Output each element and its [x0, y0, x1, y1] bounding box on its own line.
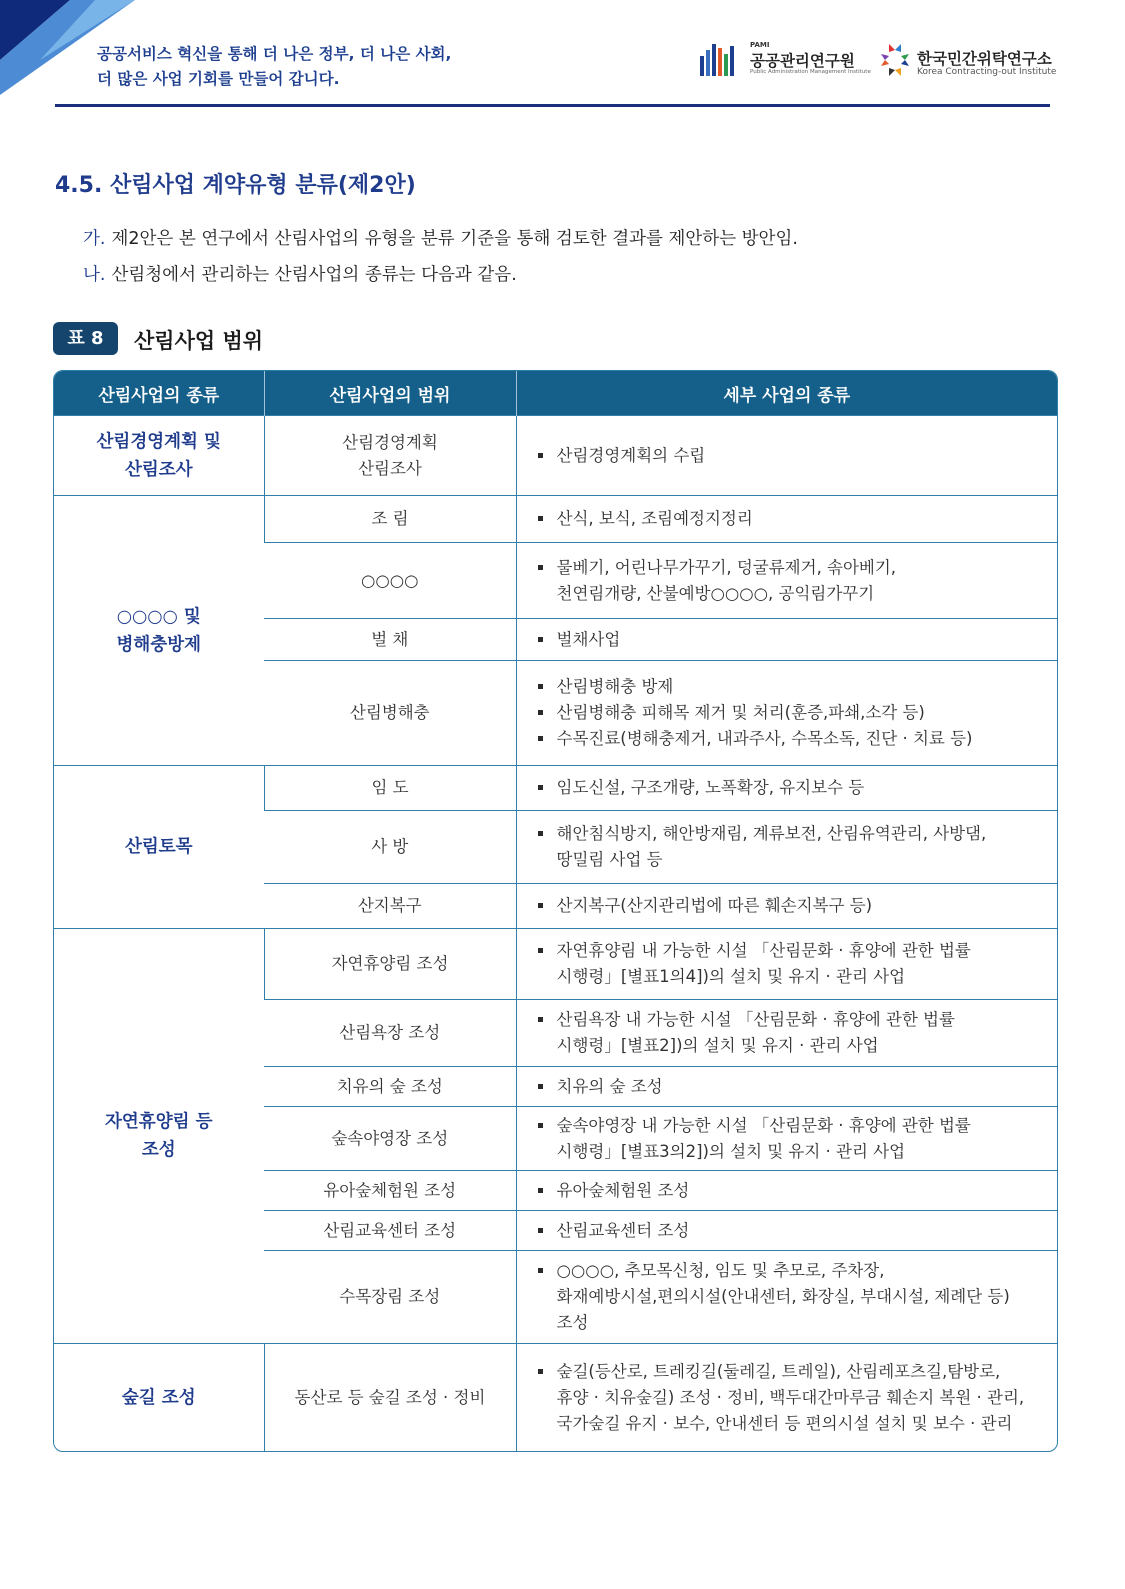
- detail-line: 산림욕장 내 가능한 시설 「산림문화 · 휴양에 관한 법률: [556, 1010, 955, 1029]
- detail-bullet-item: [535, 1074, 1048, 1100]
- scope-line: 조 림: [371, 509, 409, 528]
- detail-bullet-item: [535, 775, 1048, 801]
- category-line: ○○○○ 및: [116, 606, 201, 627]
- detail-line: 산식, 보식, 조림예정지정리: [556, 509, 753, 528]
- detail-bullet-item: [535, 1359, 1048, 1437]
- detail-bullet-item: [535, 555, 1048, 607]
- details-cell: [516, 661, 1057, 766]
- category-line: 산림토목: [124, 837, 193, 857]
- detail-line: 산림병해충 피해목 제거 및 처리(훈증,파쇄,소각 등): [556, 703, 925, 722]
- detail-line: 땅밀림 사업 등: [556, 850, 663, 869]
- detail-line: 시행령」[별표1의4])의 설치 및 유지 · 관리 사업: [556, 967, 906, 986]
- paragraph-marker: 가.: [83, 229, 106, 249]
- scope-cell: [264, 416, 516, 496]
- detail-line: 천연림개량, 산불예방○○○○, 공익림가꾸기: [556, 583, 875, 603]
- category-line: 산림조사: [124, 459, 193, 480]
- header-details: 세부 사업의 종류: [516, 371, 1057, 416]
- scope-line: 치유의 숲 조성: [336, 1076, 443, 1096]
- detail-line: 시행령」[별표3의2])의 설치 및 유지 · 관리 사업: [556, 1141, 906, 1161]
- scope-cell: [264, 1171, 516, 1211]
- pami-bars-icon: [700, 44, 740, 76]
- category-cell: [54, 1344, 264, 1452]
- detail-line: 자연휴양림 내 가능한 시설 「산림문화 · 휴양에 관한 법률: [556, 941, 971, 960]
- detail-line: 시행령」[별표2])의 설치 및 유지 · 관리 사업: [556, 1036, 879, 1055]
- details-cell: [516, 929, 1057, 1000]
- forest-project-table: [53, 370, 1058, 1452]
- scope-line: 산림조사: [358, 458, 422, 478]
- scope-line: 산림경영계획: [342, 432, 438, 452]
- scope-line: 벌 채: [371, 629, 409, 649]
- table-row: [54, 1344, 1057, 1452]
- scope-line: 숲속야영장 조성: [331, 1128, 449, 1148]
- pami-acronym: PAMI: [750, 41, 770, 49]
- detail-bullet-item: [535, 1178, 1048, 1204]
- detail-bullet-item: [535, 938, 1048, 990]
- scope-cell: [264, 1067, 516, 1107]
- detail-bullet-item: [535, 443, 1048, 469]
- pami-name: 공공관리연구원: [750, 52, 855, 70]
- scope-cell: [264, 619, 516, 661]
- kcoi-emblem-icon: [875, 40, 915, 80]
- table-row: [54, 929, 1057, 1000]
- scope-line: 임 도: [371, 778, 409, 797]
- header-tagline: [97, 42, 451, 92]
- detail-line: 해안침식방지, 해안방재림, 계류보전, 산림유역관리, 사방댐,: [556, 824, 987, 843]
- detail-bullet-item: [535, 700, 1048, 726]
- detail-line: 숲길(등산로, 트레킹길(둘레길, 트레일), 산림레포츠길,탐방로,: [556, 1361, 1001, 1381]
- scope-line: 유아숲체험원 조성: [323, 1180, 457, 1200]
- scope-cell: [264, 929, 516, 1000]
- scope-cell: [264, 811, 516, 884]
- details-cell: [516, 1211, 1057, 1251]
- paragraph-item: [83, 261, 517, 286]
- category-line: 조성: [141, 1140, 176, 1160]
- details-cell: [516, 811, 1057, 884]
- details-cell: [516, 1000, 1057, 1067]
- kcoi-name: 한국민간위탁연구소: [917, 50, 1052, 68]
- scope-cell: [264, 1251, 516, 1344]
- tagline-line-1: 공공서비스 혁신을 통해 더 나은 정부, 더 나은 사회,: [97, 45, 452, 63]
- detail-line: 유아숲체험원 조성: [556, 1180, 690, 1200]
- detail-bullet-item: [535, 1007, 1048, 1059]
- detail-line: 숲속야영장 내 가능한 시설 「산림문화 · 휴양에 관한 법률: [556, 1115, 971, 1135]
- detail-bullet-item: [535, 726, 1048, 752]
- scope-cell: [264, 1211, 516, 1251]
- detail-line: 산림교육센터 조성: [556, 1220, 690, 1240]
- scope-line: 동산로 등 숲길 조성 · 정비: [294, 1387, 486, 1407]
- category-cell: [54, 416, 264, 496]
- detail-line: 치유의 숲 조성: [556, 1076, 663, 1096]
- details-cell: [516, 1067, 1057, 1107]
- detail-bullet-item: [535, 1113, 1048, 1165]
- category-line: 산림경영계획 및: [96, 431, 221, 452]
- detail-line: 물베기, 어린나무가꾸기, 덩굴류제거, 솎아베기,: [556, 557, 897, 577]
- scope-cell: [264, 1344, 516, 1452]
- header-scope: 산림사업의 범위: [264, 371, 516, 416]
- detail-line: 조성: [556, 1313, 589, 1332]
- detail-bullet-item: [535, 1258, 1048, 1336]
- detail-bullet-item: [535, 627, 1048, 653]
- detail-line: 산지복구(산지관리법에 따른 훼손지복구 등): [556, 896, 873, 915]
- detail-line: 화재예방시설,편의시설(안내센터, 화장실, 부대시설, 제례단 등): [556, 1287, 1010, 1306]
- kcoi-logo: [875, 40, 1055, 80]
- details-cell: [516, 1344, 1057, 1452]
- scope-line: 자연휴양림 조성: [331, 954, 449, 973]
- detail-bullet-item: [535, 893, 1048, 919]
- details-cell: [516, 619, 1057, 661]
- scope-cell: [264, 884, 516, 929]
- detail-line: 휴양 · 치유숲길) 조성 · 정비, 백두대간마루금 훼손지 복원 · 관리,: [556, 1387, 1025, 1407]
- scope-line: ○○○○: [360, 570, 419, 590]
- table-title: 산림사업 범위: [134, 329, 264, 353]
- tagline-line-2: 더 많은 사업 기회를 만들어 갑니다.: [97, 70, 340, 88]
- scope-cell: [264, 766, 516, 811]
- detail-bullet-item: [535, 1218, 1048, 1244]
- table-row: [54, 496, 1057, 543]
- paragraph-text: 제2안은 본 연구에서 산림사업의 유형을 분류 기준을 통해 검토한 결과를 제안하는 방안임.: [111, 229, 798, 249]
- scope-cell: [264, 543, 516, 619]
- paragraph-text: 산림청에서 관리하는 산림사업의 종류는 다음과 같음.: [111, 265, 517, 285]
- table-header-row: [54, 371, 1057, 416]
- details-cell: [516, 1251, 1057, 1344]
- detail-bullet-item: [535, 506, 1048, 532]
- category-line: 병해충방제: [116, 634, 202, 655]
- detail-line: 임도신설, 구조개량, 노폭확장, 유지보수 등: [556, 778, 865, 797]
- table-number-badge: 표 8: [53, 322, 118, 355]
- detail-bullet-item: [535, 821, 1048, 873]
- category-line: 자연휴양림 등: [104, 1112, 213, 1132]
- details-cell: [516, 1107, 1057, 1171]
- scope-cell: [264, 661, 516, 766]
- scope-cell: [264, 1107, 516, 1171]
- section-title: 4.5. 산림사업 계약유형 분류(제2안): [55, 173, 416, 198]
- header-logos: [700, 40, 1055, 80]
- details-cell: [516, 496, 1057, 543]
- scope-cell: [264, 1000, 516, 1067]
- category-cell: [54, 496, 264, 766]
- detail-line: 산림경영계획의 수립: [556, 445, 706, 465]
- table-row: [54, 416, 1057, 496]
- header-category: 산림사업의 종류: [54, 371, 264, 416]
- paragraph-marker: 나.: [83, 265, 106, 285]
- scope-line: 산지복구: [357, 896, 422, 915]
- scope-line: 산림욕장 조성: [339, 1023, 441, 1042]
- details-cell: [516, 1171, 1057, 1211]
- header-rule: [55, 104, 1050, 107]
- scope-line: 산림병해충: [349, 703, 430, 722]
- kcoi-english-name: Korea Contracting-out Institute: [917, 67, 1057, 77]
- detail-line: 산림병해충 방제: [556, 677, 674, 696]
- details-cell: [516, 766, 1057, 811]
- category-line: 숲길 조성: [121, 1387, 196, 1408]
- detail-line: ○○○○, 추모목신청, 임도 및 추모로, 주차장,: [556, 1261, 885, 1280]
- detail-line: 벌채사업: [556, 629, 621, 649]
- details-cell: [516, 416, 1057, 496]
- scope-line: 수목장림 조성: [339, 1287, 441, 1306]
- category-cell: [54, 766, 264, 929]
- detail-line: 국가숲길 유지 · 보수, 안내센터 등 편의시설 설치 및 보수 · 관리: [556, 1413, 1013, 1433]
- table-row: [54, 766, 1057, 811]
- scope-cell: [264, 496, 516, 543]
- scope-line: 사 방: [371, 837, 409, 856]
- paragraph-item: [83, 225, 798, 250]
- pami-english-name: Public Administration Management Institute: [750, 69, 871, 75]
- details-cell: [516, 884, 1057, 929]
- pami-logo: [700, 40, 870, 80]
- scope-line: 산림교육센터 조성: [323, 1220, 457, 1240]
- category-cell: [54, 929, 264, 1344]
- details-cell: [516, 543, 1057, 619]
- detail-bullet-item: [535, 674, 1048, 700]
- detail-line: 수목진료(병해충제거, 내과주사, 수목소독, 진단 · 치료 등): [556, 729, 973, 748]
